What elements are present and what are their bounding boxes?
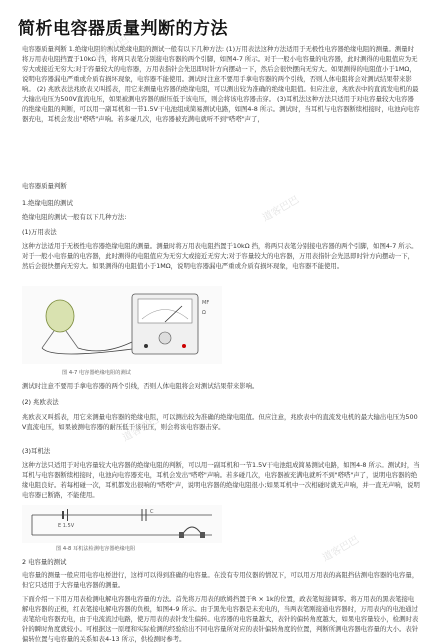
heading-megger: (2) 兆欧表法: [22, 398, 59, 406]
heading-earphone: (3)耳机法: [22, 447, 51, 455]
figure-4-8: [22, 505, 222, 543]
watermark: 道客巴巴: [320, 534, 362, 564]
meter-label: MF: [202, 300, 210, 306]
meter-scale: Ω: [202, 310, 206, 316]
methods-line: 绝缘电阻的测试一般有以下几种方法:: [22, 213, 127, 221]
multimeter-paragraph: 这种方法适用于无极性电容器绝缘电阻的测量。测量时将万用表电阻挡置于10kΩ 挡，将两只表笔分别接电容器的两个引脚，如图4-7 所示。对于一般小电容量的电容器，此时测得的电阻值应为无穷大或接近无穷大;对于容量较大的电容器，万用表指针会先迅即时针方向摆动一下，然后会很快摆向无穷大。如果测得的电阻值小于1MΩ，说明电容器漏电严重或介质有损坏现象，电容器不能使用。: [22, 242, 418, 270]
capacitance-paragraph: 电容量的测量一般应用电容电桥进行，这样可以得到准确的电容量。在没有专用仪器的情况下，可以用万用表的高阻挡估测电容器的电容量，但它只适用于大容量电容器的测量。: [22, 571, 419, 589]
multimeter-note: 测试时注意不要用手拿电容器的两个引线，否则人体电阻将会对测试结果带来影响。: [22, 382, 259, 390]
figure-4-7-caption: 图 4-7 电容器绝缘电阻的测试: [62, 370, 131, 376]
electrolytic-paragraph: 下面介绍一下用万用表检测电解电容器电容量的方法。首先将万用表的欧姆挡置于R × 1k的位置，政表笔短接调零。将万用表的黑表笔接电解电容器的正极，红表笔接电解电容器的负极，如图4-9 所示。由于黑先电容器是未充电的，当两表笔刚接通电容器时，万用表内的电池通过表笔给电容器充电，由于电流流过电路，使万用表的表针发生偏转。电容器的电容量越大，表针的偏转角度越大，如果电容量较小，检测时表针的瞬时角度就较小。可根据这一原理和实际检测的经验给出不同电容量所对应的表针偏转角度的位置，判断所测电容器电容量的大小。表针偏转位置与电容量的关系如表4-13 所示，供检测时参考。: [22, 595, 419, 643]
heading-multimeter: (1)万用表法: [22, 228, 57, 236]
watermark: 道客巴巴: [120, 414, 162, 444]
heading-capacitance: 2 电容量的测试: [22, 558, 67, 566]
figure-4-8-caption: 图 4-8 耳机法检测电容器绝缘电阻: [56, 546, 136, 552]
watermark: 道客巴巴: [260, 194, 302, 224]
earphone-paragraph: 这种方法只适用于对电容量较大电容器的绝缘电阻的判断，可以用一副耳机和一节1.5V干电池组成简易测试电路，如图4-8 所示。测试时，当耳机与电容器断续相接时，电池向电容器充电，耳机会发出"嗒嗒"声响。若多碰几次，电容器被充满电就听不到"嗒嗒"声了，说明电容器的绝缘电阻良好。若每相碰一次，耳机都发出很响的"嗒嗒"声，说明电容器的绝缘电阻很小;如果耳机中一次相碰时就无声响，并一直无声响，说明电容器已断路，不能使用。: [22, 461, 420, 499]
heading-main: 电容器质量判断: [22, 182, 67, 190]
capacitor-label: C: [150, 509, 154, 515]
page-title: 简析电容器质量判断的方法: [18, 19, 228, 39]
megger-paragraph: 兆欧表又叫摇表，用它来测量电容器的绝缘电阻，可以测出较为准确的绝缘电阻值。但应注意，兆欧表中的直流发电机的最大输出电压为500V直流电压，如果被测电容器的耐压低于该电压，则会将该电容器击穿。: [22, 413, 418, 431]
intro-paragraph: 电容器质量判断 1.绝缘电阻的测试绝缘电阻的测试一般有以下几种方法: (1)万用表法这种方法适用于无极性电容器绝缘电阻的测量。测量时将万用表电阻挡置于10kΩ 挡，将两只表笔分别接电容器的两个引脚，如图4-7 所示。对于一般小电容量的电容器，此时测得的电阻值应为无穷大或接近无穷大;对于容量较大的电容器，万用表指针会先迅即时针方向摆动一下，然后会很快摆向无穷大。如果测得的电阻值小于1MΩ，说明电容器漏电严重或介质有损坏现象，电容器不能使用。测试时注意不要用手拿电容器的两个引线，否则人体电阻将会对测试结果带来影响。 (2) 兆欧表法兆欧表又叫摇表，用它来测量电容器的绝缘电阻，可以测出较为准确的绝缘电阻值。但应注意，兆欧表中的直流发电机的最大输出电压为500V直流电压，如果被测电容器的耐压低于该电压，则会将该电容器击穿。 (3)耳机法这种方法只适用于对电容量较大电容器的绝缘电阻的判断，可以用一副耳机和一节1.5V干电池组成简易测试电路，如图4-8 所示。测试时，当耳机与电容器断续相接时，电池向电容器充电，耳机会发出"嗒嗒"声响。若多碰几次，电容器被充满电就听不到"嗒嗒"声了，: [22, 45, 420, 123]
battery-label: E 1.5V: [58, 523, 75, 529]
heading-insulation: 1.绝缘电阻的测试: [22, 199, 73, 207]
watermark: 道客巴巴: [90, 34, 132, 64]
multimeter-icon: [132, 294, 198, 354]
figure-4-7: [22, 286, 222, 364]
